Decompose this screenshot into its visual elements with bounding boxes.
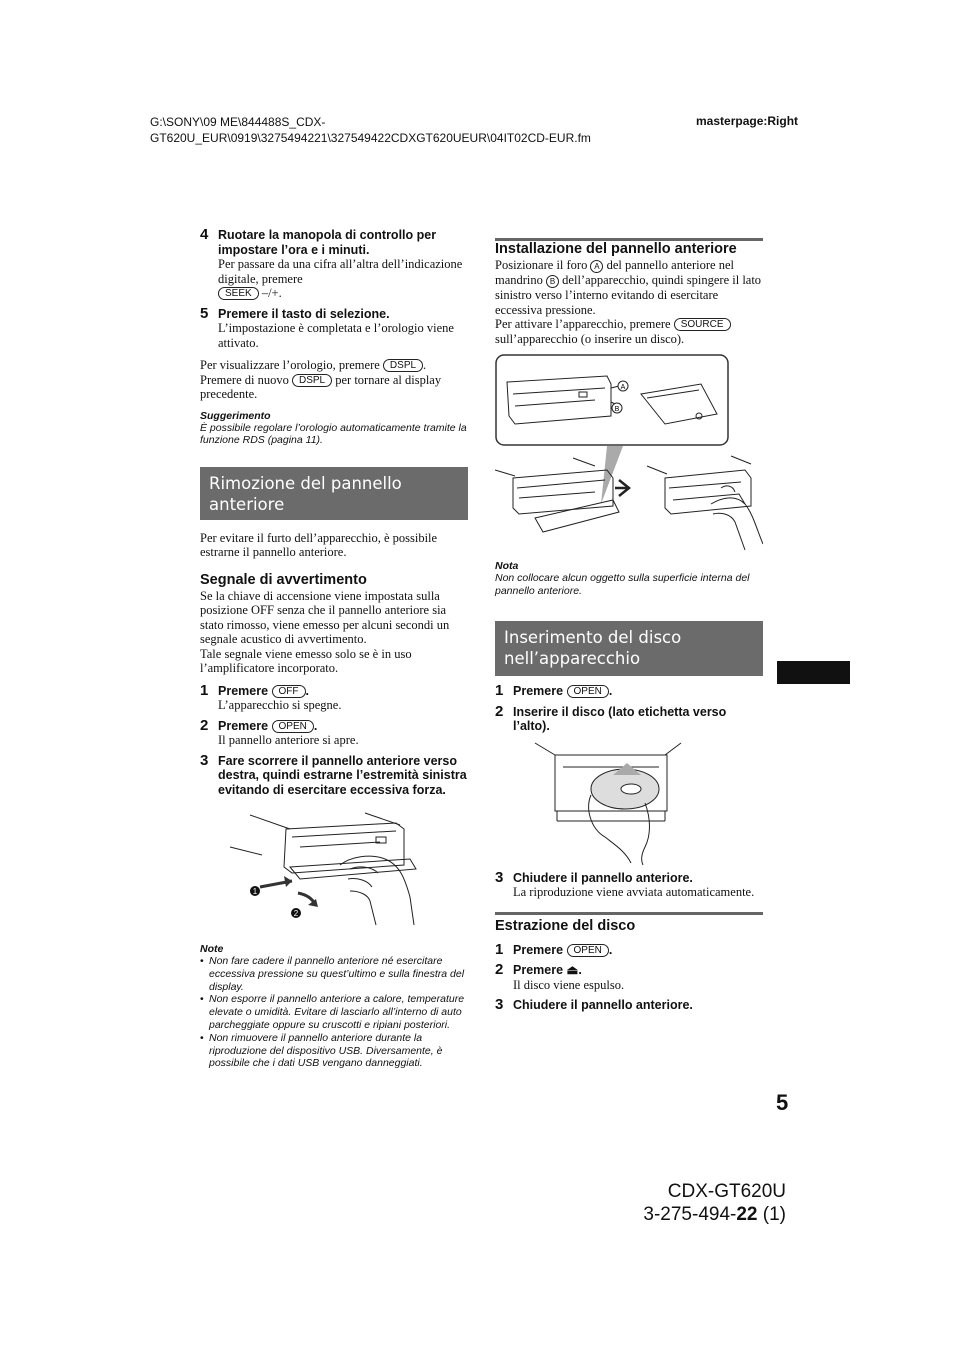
install-paragraph-2: Per attivare l’apparecchio, premere SOURCE sull’apparecchio (o inserire un disco). xyxy=(495,317,763,346)
eject-heading: Estrazione del disco xyxy=(495,912,763,935)
dspl-key: DSPL xyxy=(292,374,332,387)
figure-label-2: 2 xyxy=(293,909,299,918)
step-number: 4 xyxy=(200,226,209,243)
note-item: • Non rimuovere il pannello anteriore durante la riproduzione del dispositivo USB. Diversamente, è possibile che i dati USB vengano danneggiati. xyxy=(200,1032,468,1070)
note-item: • Non fare cadere il pannello anteriore né esercitare eccessiva pressione su quest’ultimo e sulla finestra del display. xyxy=(200,955,468,993)
step-title: Ruotare la manopola di controllo per impostare l’ora e i minuti. xyxy=(218,228,437,257)
tip-heading: Suggerimento xyxy=(200,409,271,422)
open-key: OPEN xyxy=(567,944,609,957)
removal-step-3 xyxy=(200,751,468,798)
step-title: Premere il tasto di selezione. xyxy=(218,306,390,321)
step-title: Premere ⏏. xyxy=(513,963,582,977)
step-number: 5 xyxy=(200,304,209,322)
disc-insert-illustration xyxy=(495,739,763,865)
section-tab-marker xyxy=(777,661,850,684)
warning-heading: Segnale di avvertimento xyxy=(200,571,367,588)
insert-step-2 xyxy=(495,702,763,734)
insert-step-1 xyxy=(495,684,763,699)
dspl-key: DSPL xyxy=(383,359,423,372)
step-4 xyxy=(200,228,468,301)
panel-removal-illustration xyxy=(200,807,468,935)
step-title: Inserire il disco (lato etichetta verso l’alto). xyxy=(513,704,727,733)
model-block xyxy=(560,1180,786,1226)
nota-heading: Nota xyxy=(495,560,519,572)
off-key: OFF xyxy=(272,685,306,698)
clock-paragraph: Per visualizzare l’orologio, premere DSPL . Premere di nuovo DSPL per tornare al display precedente. xyxy=(200,358,442,401)
step-desc: L’apparecchio si spegne. xyxy=(218,698,342,712)
eject-step-1 xyxy=(495,940,763,958)
step-number: 1 xyxy=(495,682,504,699)
step-5 xyxy=(200,304,468,351)
figure-label-a: A xyxy=(620,384,626,391)
figure-label-b: B xyxy=(614,406,620,413)
left-column xyxy=(200,228,468,1070)
tip-text: È possibile regolare l’orologio automaticamente tramite la funzione RDS (pagina 11). xyxy=(200,421,467,446)
step-number: 3 xyxy=(200,751,209,769)
step-desc: Per passare da una cifra all’altra dell’indicazione digitale, premere SEEK –/+. xyxy=(218,257,463,300)
step-number: 3 xyxy=(495,996,504,1013)
eject-step-3 xyxy=(495,998,763,1013)
step-number: 2 xyxy=(495,961,504,978)
step-number: 2 xyxy=(200,716,209,734)
step-desc: L’impostazione è completata e l’orologio viene attivato. xyxy=(218,321,454,350)
step-desc: Il disco viene espulso. xyxy=(513,977,625,992)
step-title: Premere OFF . xyxy=(218,683,309,698)
step-title: Premere OPEN . xyxy=(218,718,318,733)
mark-b: B xyxy=(546,275,559,288)
open-key: OPEN xyxy=(272,720,314,733)
note-item: • Non esporre il pannello anteriore a calore, temperature elevate o umidità. Evitare di lasciarlo all’interno di auto parcheggiate oppure su cruscotti e ripiani posteriori. xyxy=(200,993,468,1031)
open-key: OPEN xyxy=(567,685,609,698)
install-heading: Installazione del pannello anteriore xyxy=(495,238,763,258)
intro-paragraph: Per evitare il furto dell’apparecchio, è possibile estrarne il pannello anteriore. xyxy=(200,530,438,559)
file-path: G:\SONY\09 ME\844488S_CDX-GT620U_EUR\0919\3275494221\327549422CDXGT620UEUR\04IT02CD-EUR.fm xyxy=(150,115,591,145)
removal-step-1 xyxy=(200,681,468,713)
insert-step-3 xyxy=(495,868,763,900)
page-number: 5 xyxy=(776,1090,789,1115)
panel-install-illustration xyxy=(495,354,763,554)
section-banner-insert: Inserimento del disco nell’apparecchio xyxy=(495,621,763,676)
step-number: 1 xyxy=(495,940,504,958)
step-number: 3 xyxy=(495,868,504,886)
step-title: Fare scorrere il pannello anteriore verso destra, quindi estrarne l’estremità sinistra evitando di esercitare eccessiva forza. xyxy=(218,753,467,797)
removal-step-2 xyxy=(200,716,468,748)
step-title: Premere OPEN . xyxy=(513,684,613,698)
masterpage-label: masterpage:Right xyxy=(696,114,799,128)
section-banner-removal: Rimozione del pannello anteriore xyxy=(200,467,468,520)
eject-icon: ⏏ xyxy=(566,963,579,977)
step-number: 1 xyxy=(200,681,209,699)
nota-text: Non collocare alcun oggetto sulla superficie interna del pannello anteriore. xyxy=(495,572,750,597)
source-key: SOURCE xyxy=(674,318,731,331)
warning-paragraph: Se la chiave di accensione viene impostata sulla posizione OFF senza che il pannello anteriore sia stato rimosso, viene emesso per alcuni secondi un segnale acustico di avvertimento. Tale segnale viene emesso solo se è in uso l’amplificatore incorporato. xyxy=(200,588,450,675)
notes-list xyxy=(200,955,468,1070)
model-name: CDX-GT620U xyxy=(667,1181,786,1202)
notes-heading: Note xyxy=(200,943,224,955)
step-desc: La riproduzione viene avviata automaticamente. xyxy=(513,885,755,899)
install-paragraph: Posizionare il foro A del pannello anteriore nel mandrino B dell’apparecchio, quindi spingere il lato sinistro verso l’interno evitando di esercitare eccessiva pressione. xyxy=(495,258,762,317)
step-number: 2 xyxy=(495,702,504,720)
figure-label-1: 1 xyxy=(252,887,258,896)
right-column xyxy=(495,238,763,1018)
model-code: 3-275-494-22 (1) xyxy=(643,1204,786,1225)
eject-step-2 xyxy=(495,963,763,992)
mark-a: A xyxy=(590,260,603,273)
step-desc: Il pannello anteriore si apre. xyxy=(218,733,359,747)
step-title: Premere OPEN . xyxy=(513,942,613,957)
seek-key: SEEK xyxy=(218,287,259,300)
step-title: Chiudere il pannello anteriore. xyxy=(513,870,693,885)
step-title: Chiudere il pannello anteriore. xyxy=(513,998,693,1012)
